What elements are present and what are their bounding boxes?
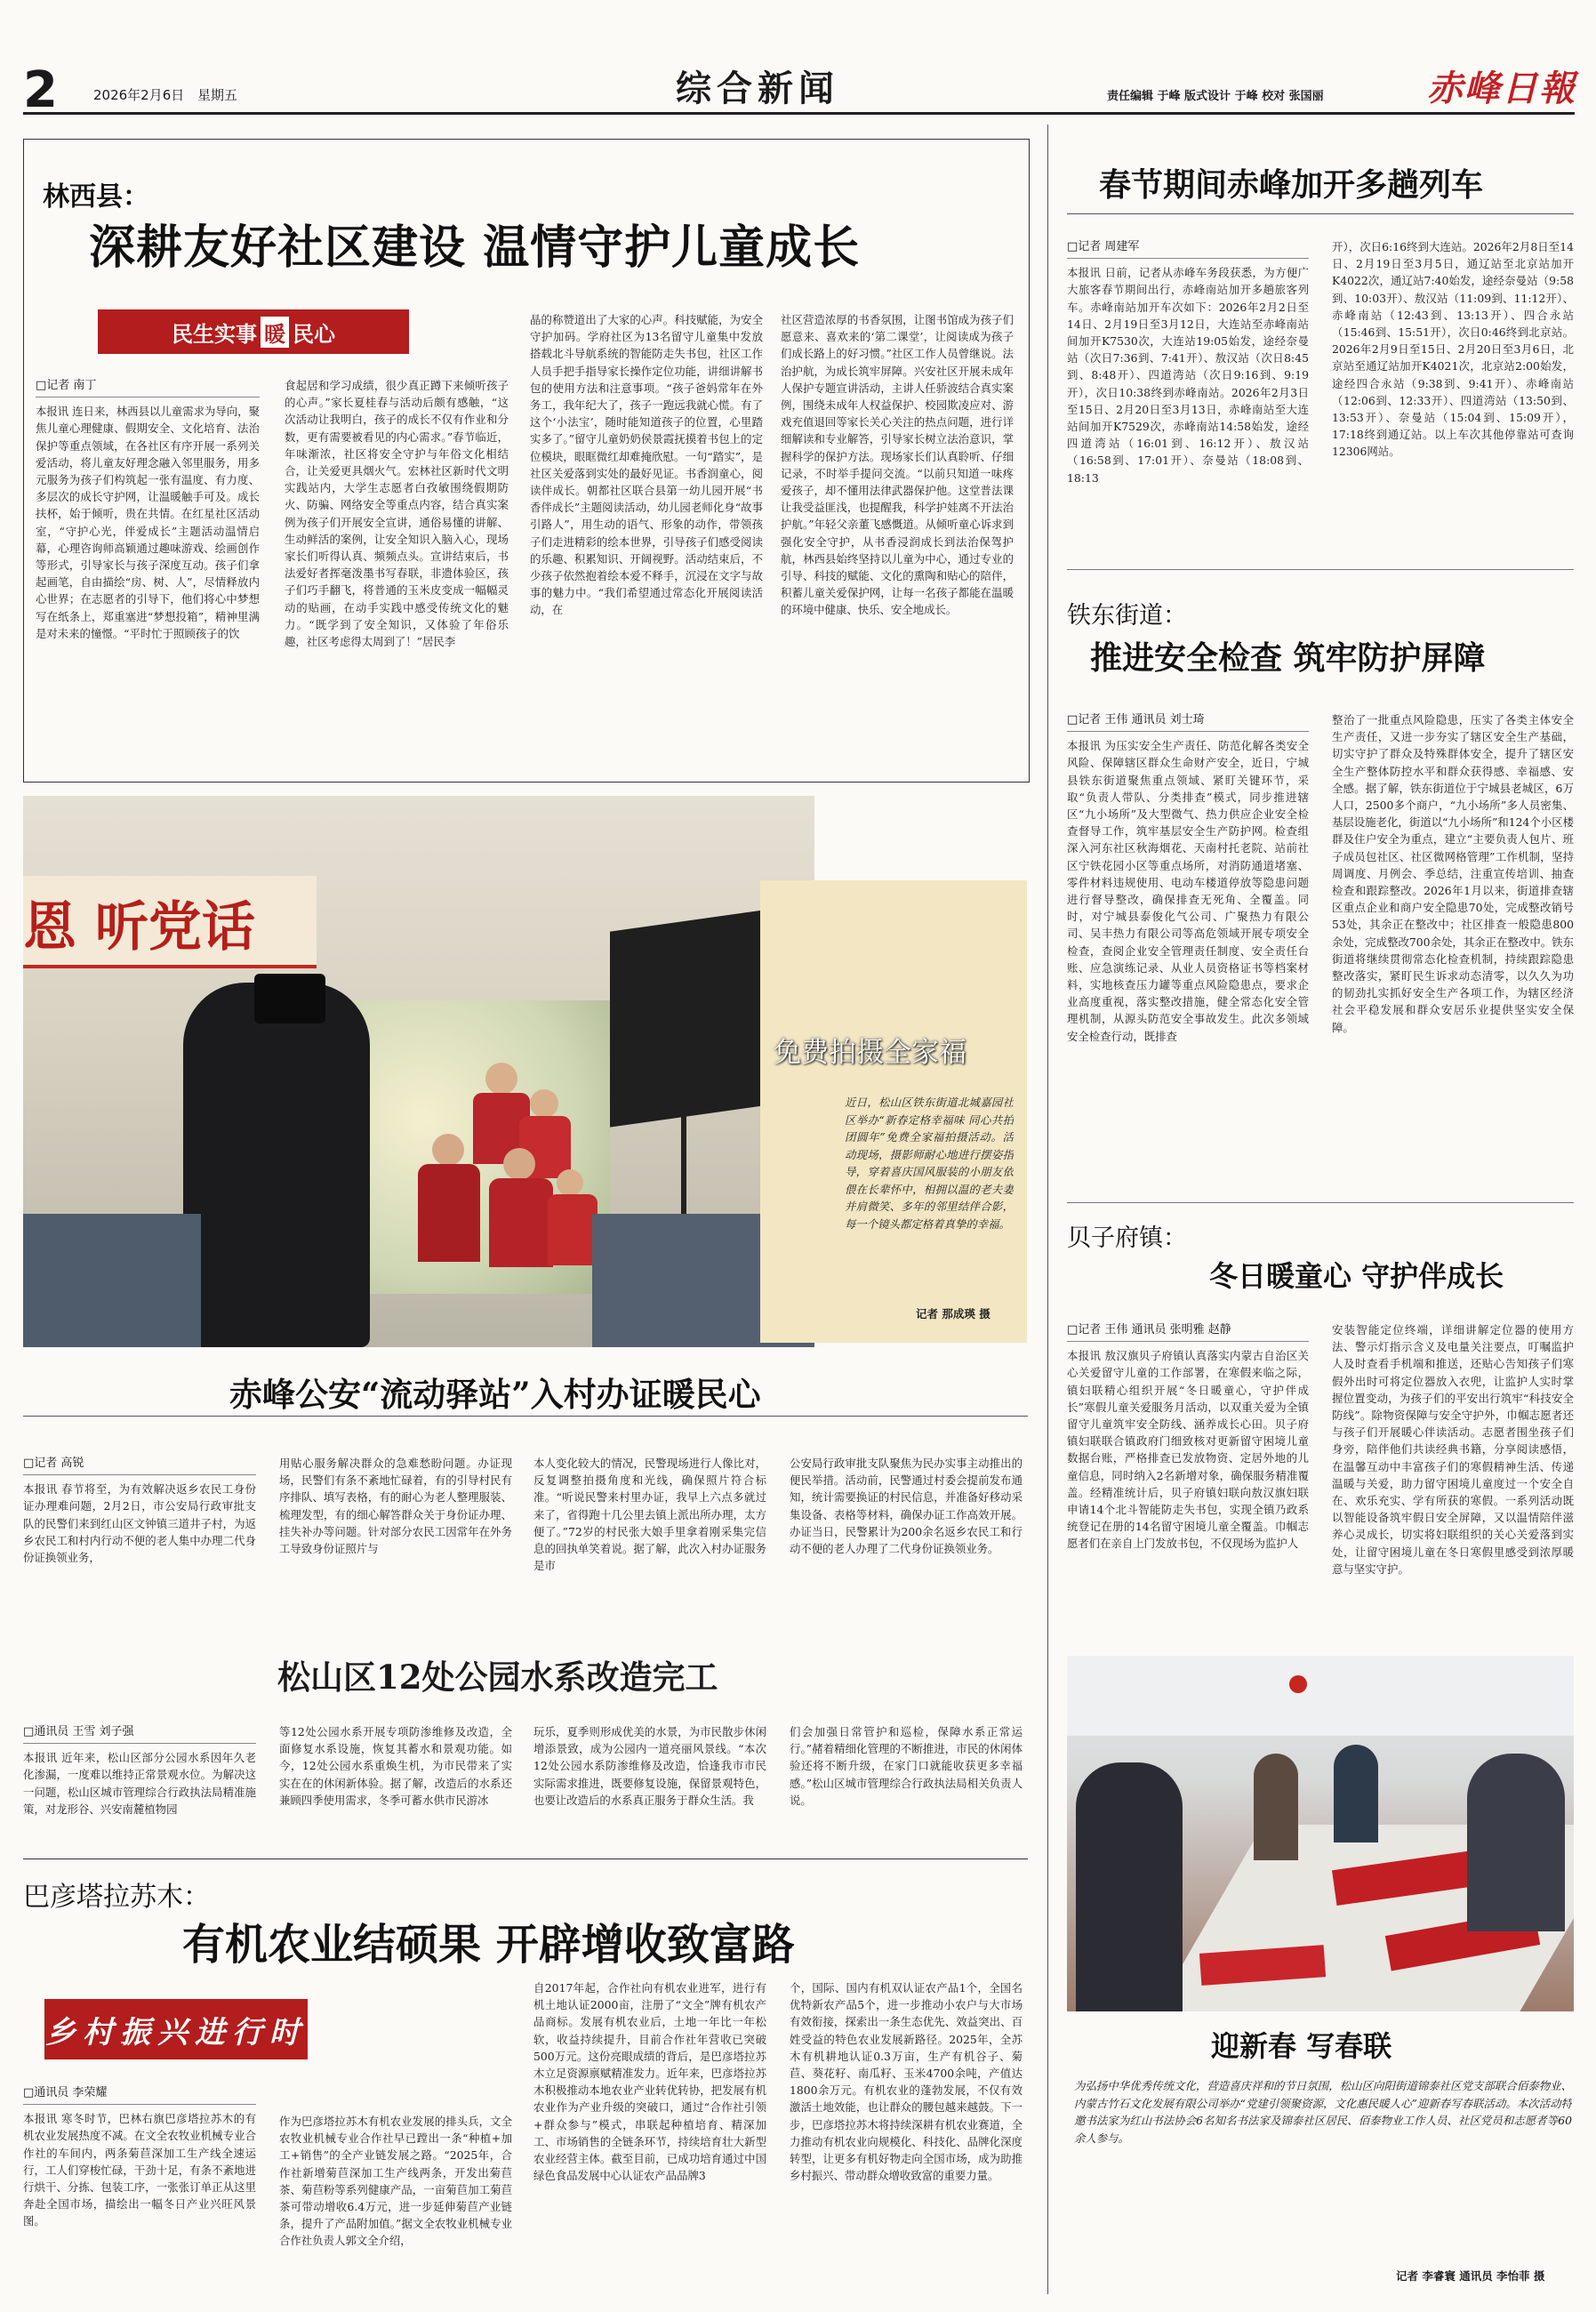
right-column-divider	[1047, 124, 1048, 2294]
organic-banner: 乡村振兴进行时	[44, 1999, 308, 2059]
calligraphy-photo	[1067, 1656, 1574, 2011]
story1-col2: 食起居和学习成绩，很少真正蹲下来倾听孩子的心声。”家长夏桂春与活动后颇有感触，“这次活动让我明白，孩子的成长不仅有作业和分数，更有需要被看见的内心需求。”春节临近，年味渐浓，社区将安全守护与年俗文化相结合，让关爱更具烟火气。宏林社区新时代文明实践站内，大学生志愿者白孜敏围绕假期防火、防骗、网络安全等重点内容，结合真实案例为孩子们开展安全宣讲，通俗易懂的讲解、生动鲜活的案例，让安全知识入脑入心，现场家长们听得认真、频频点头。宣讲结束后，书法爱好者挥毫泼墨书写春联，非遗体验区，孩子们巧手翻飞，将普通的玉米皮变成一幅幅灵动的贴画，在动手实践中感受传统文化的魅力。“既学到了安全知识，又体验了年俗乐趣，社区考虑得太周到了！”居民李	[285, 379, 509, 649]
paper-logo: 赤峰日報	[1427, 68, 1576, 109]
beizifu-col1-text: 本报讯 敖汉旗贝子府镇认真落实内蒙古自治区关心关爱留守儿童的工作部署，在寒假来临之际，镇妇联精心组织开展“冬日暖童心，守护伴成长”寒假儿童关爱服务月活动，以双重关爱为全镇留守儿童筑牢安全防线、涵养成长心田。贝子府镇妇联联合镇政府门细致核对更新留守困境儿童数据台账，严格排查已发放物资、定居外地的儿童信息，同时纳入2名新增对象，确保服务精准覆盖。经精准统计后，贝子府镇妇联向敖汉旗妇联申请14个北斗智能防走失书包，实现全镇乃政系统登记在册的14名留守困境儿童全覆盖。巾帼志愿者们在亲自上门发放书包，不仅现场为监护人	[1067, 1349, 1309, 1551]
beizifu-byline: □记者 王伟 通讯员 张明雅 赵静	[1067, 1321, 1309, 1342]
story1-col3: 晶的称赞道出了大家的心声。科技赋能，为安全守护加码。学府社区为13名留守儿童集中发放搭载北斗导航系统的智能防走失书包，社区工作人员手把手指导家长操作定位功能，讲细讲解书包的使用方法和注意事项。“孩子爸妈常年在外务工，我年纪大了，孩子一跑远我就心慌。有了这个‘小法宝’，随时能知道孩子的位置，心里踏实多了。”留守儿童奶奶侯景霞抚摸着书包上的定位模块，眼眶微红却难掩欣慰。一句“踏实”，是社区关爱落到实处的最好见证。书香润童心，阅读伴成长。朝都社区联合县第一幼儿园开展“书香伴成长”主题阅读活动，幼儿园老师化身“故事引路人”，用生动的语气、形象的动作，带领孩子们走进精彩的绘本世界，引导孩子们感受阅读的乐趣、积累知识、开阔视野。活动结束后，不少孩子依然抱着绘本爱不释手，沉浸在文字与故事的魅力中。“我们希望通过常态化开展阅读活动，在	[530, 313, 763, 617]
story1-banner	[98, 309, 409, 354]
family-photo	[23, 796, 814, 1347]
tiedong-bottom-rule	[1067, 1202, 1574, 1203]
photographer	[183, 983, 370, 1347]
park-col2: 等12处公园水系开展专项防渗维修及改造，全面修复水系设施，恢复其蓄水和景观功能。如今，12处公园水系重焕生机，为市民带来了实实在在的休闲新体验。据了解，改造后的水系还兼顾四季使用需求，冬季可蓄水供市民游冰	[279, 1725, 512, 1807]
calligrapher-right	[1467, 1754, 1565, 1931]
beizifu-headline: 冬日暖童心 守护伴成长	[1209, 1259, 1504, 1293]
story1-headline: 深耕友好社区建设 温情守护儿童成长	[89, 221, 861, 275]
banner-left-text: 民生实事	[172, 321, 257, 347]
calligraphy-title: 迎新春 写春联	[1211, 2029, 1392, 2063]
weekday-text: 星期五	[197, 87, 238, 103]
police-byline: □记者 高锐	[23, 1455, 256, 1475]
park-headline: 松山区12处公园水系改造完工	[277, 1658, 718, 1697]
park-col4: 们会加强日常管护和巡检，保障水系正常运行。”赭着精细化管理的不断推进，市民的休闲体验还将不断升级，在家门口就能收获更多幸福感。”松山区城市管理综合行政执法局相关负责人说。	[790, 1725, 1023, 1807]
feature-title: 免费拍摄全家福	[774, 1037, 966, 1069]
wall-banner	[23, 876, 317, 968]
banner-highlight: 暖	[261, 317, 289, 348]
calligraphy-caption-text: 为弘扬中华优秀传统文化，营造喜庆祥和的节日氛围，松山区向阳街道锦泰社区党支部联合佰泰物业、内蒙古竹石文化发展有限公司举办“党建引领聚资源，文化惠民暖人心”迎新春写春联活动。本次活动特邀书法家为红山书法协会6名知名书法家及锦泰社区居民、佰泰物业工作人员、社区党员和志愿者等60余人参与。	[1074, 2079, 1572, 2145]
organic-headline: 有机农业结硕果 开辟增收致富路	[182, 1920, 795, 1970]
police-col1	[23, 1455, 256, 1579]
beizifu-col2: 安装智能定位终端，详细讲解定位器的使用方法、警示灯指示含义及电量关注要点，叮嘱监护人及时查看手机端和推送，还贴心告知孩子们寒假外出时可将定位器放入衣兜，让监护人实时掌握位置变动，为孩子们的平安出行筑牢“科技安全防线”。除物资保障与安全守护外，巾帼志愿者还与孩子们开展暖心伴读活动。志愿者围坐孩子们身旁，陪伴他们共读经典书籍，分享阅读感悟，在温馨互动中丰富孩子们的寒假精神生活、传递温暖与关爱，助力留守困境儿童度过一个安全自在、欢乐充实、学有所获的寒假。一系列活动既以智能设备筑牢假日安全屏障，又以温情陪伴滋养心灵成长，切实将妇联组织的关心关爱落到实处，让留守困境儿童在冬日寒假里感受到浓厚暖意与坚实守护。	[1332, 1323, 1574, 1576]
feature-caption-text: 近日，松山区铁东街道北城嘉园社区举办“新春定格幸福味 同心共拍团圆年”免费全家福拍摄活动。活动现场，摄影师耐心地进行摆姿指导，穿着喜庆国风服装的小朋友依偎在长辈怀中，相拥以温的老夫妻并肩微笑、多年的邻里结伴合影，每一个镜头都定格着真挚的幸福。	[845, 1096, 1014, 1231]
softbox	[610, 909, 770, 1127]
tiedong-col1-text: 本报讯 为压实安全生产责任、防范化解各类安全风险、保障辖区群众生命财产安全，近日，宁城县铁东街道聚焦重点领域、紧盯关键环节，采取“负责人带队、分类排查”模式，同步推进辖区“九小场所”及大型微气、热力供应企业安全检查督导工作，筑牢基层安全生产防护网。检查组深入河东社区秋海烟花、天南村托老院、站前社区宁铁花园小区等重点场所，对消防通道堵塞、零件材料违规使用、电动车楼道停放等隐患问题进行督导整改，确保排查无死角、全覆盖。同时，对宁城县泰俊化气公司、广聚热力有限公司、吴丰热力有限公司等高危领域开展专项安全检查，查阅企业安全管理责任制度、安全责任台账、应急演练记录、从业人员资格证书等档案材料，实地核查压力罐等重点风险隐患点，要求企业高度重视，落实整改措施，健全常态化安全管理机制，从源头防范安全事故发生。此次多领域安全检查行动，既排查	[1067, 739, 1309, 1043]
story1-col1	[36, 377, 260, 768]
train-col2: 开），次日6:16终到大连站。2026年2月8日至14日、2月19日至3月5日，通辽站至北京站加开K4022次，通辽站7:40始发，途经奈曼站（9:58到、10:03开）、敖汉站（11:09到、11:12开）、赤峰南站（12:43到、13:13开）、四合永站（15:46到、15:51开），次日0:46终到北京站。2026年2月9日至15日、2月20日至3月6日，北京站至通辽站加开K4021次，北京站2:00始发，途经四合永站（9:38到、9:41开）、赤峰南站（12:06到、12:33开）、四道湾站（13:50到、13:53开）、奈曼站（15:04到、15:09开），17:18终到通辽站。以上车次其他停靠站可查询12306网站。	[1332, 240, 1574, 459]
organic-byline: □通讯员 李荣耀	[23, 2084, 256, 2105]
tiedong-kicker: 铁东街道：	[1067, 602, 1187, 630]
masthead-rule	[23, 112, 1575, 115]
organic-col1-text: 本报讯 寒冬时节，巴林右旗巴彦塔拉苏木的有机农业发展热度不减。在文全农牧业机械专业合作社的车间内，两条菊苣深加工生产线全速运行，工人们穿梭忙碌，干劲十足，有条不紊地进行烘干、分拣、包装工序，一张张订单正从这里奔赴全国市场，描绘出一幅冬日产业兴旺风景图。	[23, 2112, 256, 2228]
police-col2: 用贴心服务解决群众的急难愁盼问题。办证现场，民警们有条不紊地忙碌着，有的引导村民有序排队、填写表格，有的耐心为老人整理服装、梳理发型，有的细心解答群众关于身份证办理、挂失补办等问题。针对部分农民工因常年在外务工导致身份证照片与	[279, 1457, 512, 1556]
police-col3: 本人变化较大的情况，民警现场进行人像比对，反复调整拍摄角度和光线，确保照片符合标准。“听说民警来村里办证，我早上六点多就过来了，省得跑十几公里去镇上派出所办理，太方便了。”72岁的村民张大娘手里拿着刚采集完信息的回执单笑着说。据了解，此次入村办证服务是市	[533, 1457, 766, 1573]
park-rule	[23, 1858, 1028, 1859]
date-text: 2026年2月6日	[93, 87, 185, 103]
train-col1	[1067, 238, 1309, 558]
wall-banner-text: 恩 听党话	[23, 896, 255, 959]
train-col1-text: 本报讯 日前，记者从赤峰车务段获悉，为方便广大旅客春节期间出行，赤峰南站加开多趟旅客列车。赤峰南站加开车次如下：2026年2月2日至14日、2月19日至3月12日，大连站至赤峰南站间加开K7530次，大连站19:05始发，途经奈曼站（次日7:36到、7:41开）、敖汉站（次日8:45到、8:48开）、四道湾站（次日9:16到、9:19开），次日10:38终到赤峰南站。2026年2月3日至15日、2月20日至3月13日，赤峰南站至大连站间加开K7529次，赤峰南站14:58始发，途经四道湾站（16:01到、16:12开）、敖汉站（16:58到、17:01开）、奈曼站（18:08到、18:13	[1067, 266, 1309, 485]
police-col4: 公安局行政审批支队聚焦为民办实事主动推出的便民举措。活动前，民警通过村委会提前发布通知，统计需要换证的村民信息，并准备好移动采集设备、表格等材料，确保办证工作高效开展。办证当日，民警累计为200余名返乡农民工和行动不便的老人办理了二代身份证换领业务。	[790, 1457, 1023, 1556]
train-rule	[1067, 213, 1574, 214]
organic-col3: 自2017年起，合作社向有机农业进军，进行有机土地认证2000亩，注册了“文全”牌有机农产品商标。发展有机农业后，土地一年比一年松软，收益持续提升，目前合作社年营收已突破500万元。这份亮眼成绩的背后，是巴彦塔拉苏木立足资源禀赋精准发力。近年来，巴彦塔拉苏木积极推动本地农业产业转优转协，把发展有机农业作为产业升级的突破口，通过“合作社引领+群众参与”模式，串联起种植培育、精深加工、市场销售的全链条环节，持续培育壮大新型农业经营主体。截至目前，已成功培育通过中国绿色食品发展中心认证农产品品牌3	[533, 1981, 766, 2183]
story1-col4: 社区营造浓厚的书香氛围，让图书馆成为孩子们愿意来、喜欢来的‘第二课堂’，让阅读成为孩子们成长路上的好习惯。”社区工作人员曾继说。法治护航，为成长筑牢屏障。兴安社区开展未成年人保护专题宣讲活动，主讲人任骄波结合真实案例，围绕未成年人权益保护、校园欺凌应对、游戏充值退回等家长关心关注的热点问题，进行详细解读和专业解答，引导家长树立法治意识，掌握科学的保护方法。现场家长们认真聆听、仔细记录，不时举手提问交流。“以前只知道一味疼爱孩子，却不懂用法律武器保护他。这堂普法课让我受益匪浅，也提醒我，科学护娃离不开法治护航。”年轻父亲董飞感慨道。从倾听童心诉求到强化安全守护，从书香浸润成长到法治保驾护航，林西县始终坚持以儿童为中心，通过专业的引导、科技的赋能、文化的熏陶和贴心的陪伴，积蓄儿童关爱保护网，让每一名孩子都能在温暖的环境中健康、快乐、安全地成长。	[781, 313, 1014, 617]
party-emblem	[1289, 1675, 1307, 1693]
train-byline: □记者 周建军	[1067, 238, 1309, 259]
story1-col1-text: 本报讯 连日来，林西县以儿童需求为导向，聚焦儿童心理健康、假期安全、文化培育、法治保护等重点领域，在各社区有序开展一系列关爱活动，将儿童友好理念融入邻里服务，用多元服务为孩子们构筑起一张有温度、有力度、多层次的成长守护网，让温暖触手可及。成长扶杯，始于倾听，贵在共情。在红星社区活动室，“守护心光，伴爱成长”主题活动温情启幕，心理咨询师高颖通过趣味游戏、绘画创作等形式，引导家长与孩子深度互动。孩子们拿起画笔，自由描绘“房、树、人”，尽情释放内心世界；在志愿者的引导下，他们将心中梦想写在纸条上，郑重塞进“梦想投箱”，精神里满是对未来的憧憬。“平时忙于照顾孩子的饮	[36, 405, 260, 640]
organic-kicker: 巴彦塔拉苏木：	[23, 1882, 210, 1913]
train-bottom-rule	[1067, 569, 1574, 570]
organic-col2: 作为巴彦塔拉苏木有机农业发展的排头兵，文全农牧业机械专业合作社早已蹚出一条“种植+加工+销售”的全产业链发展之路。“2025年，合作社新增菊苣深加工生产线两条，开发出菊苣茶、菊苣粉等系列健康产品，一亩菊苣加工菊苣茶可带动增收6.4万元，进一步延伸菊苣产业链条，提升了产品附加值。”据文全农牧业机械专业合作社负责人郭文全介绍，	[279, 2115, 512, 2248]
beizifu-kicker: 贝子府镇：	[1067, 1224, 1187, 1252]
beizifu-col1	[1067, 1321, 1309, 1636]
train-headline: 春节期间赤峰加开多趟列车	[1099, 167, 1484, 204]
feature-credit: 记者 那成瑛 摄	[916, 1307, 990, 1321]
section-title: 综合新闻	[676, 68, 839, 109]
calligraphy-caption	[1074, 2077, 1572, 2255]
page-number: 2	[23, 61, 58, 119]
park-byline: □通讯员 王雪 刘子强	[23, 1723, 256, 1744]
calligraphy-credit: 记者 李睿寰 通讯员 李怡菲 摄	[1396, 2269, 1545, 2283]
organic-col4: 个，国际、国内有机双认证农产品1个，全国名优特新农产品5个，进一步推动小农户与大市场有效衔接，探索出一条生态优先、效益突出、百姓受益的特色农业发展新路径。2025年，全苏木有机耕地认证0.3万亩，生产有机谷子、菊苣、葵花籽、南瓜籽、玉米4700余吨，产值达1800余万元。有机农业的蓬勃发展，不仅有效激活土地效能，也让群众的腰包越来越鼓。下一步，巴彦塔拉苏木将持续深耕有机农业赛道，全力推动有机农业向规模化、科技化、品牌化深度转型，让更多有机好物走向全国市场，成为助推乡村振兴、带动群众增收致富的重要力量。	[790, 1981, 1023, 2183]
police-headline: 赤峰公安“流动驿站”入村办证暖民心	[229, 1375, 761, 1414]
editor-credits: 责任编辑 于峰 版式设计 于峰 校对 张国丽	[1107, 90, 1324, 103]
story1-kicker: 林西县：	[43, 181, 149, 213]
park-col1-text: 本报讯 近年来，松山区部分公园水系因年久老化渗漏，一度难以维持正常景观水位。为解决这一问题，松山区城市管理综合行政执法局精准施策，对龙形谷、兴安南麓植物园	[23, 1751, 256, 1816]
feature-caption	[845, 1094, 1014, 1298]
camera	[254, 974, 325, 1024]
police-col1-text: 本报讯 春节将至，为有效解决返乡农民工身份证办理难问题，2月2日，市公安局行政审批支队的民警们来到红山区文钟镇三道井子村，为返乡农民工和村内行动不便的老人集中办理二代身份证换领业务，	[23, 1482, 256, 1565]
organic-col1	[23, 2084, 256, 2294]
tiedong-col1	[1067, 711, 1309, 1192]
story1-byline: □记者 南丁	[36, 377, 260, 397]
calligrapher-left	[1076, 1762, 1183, 2011]
park-col3: 玩乐，夏季则形成优美的水景，为市民散步休闲增添景致，成为公园内一道亮丽风景线。“本次12处公园水系防渗维修及改造，恰逢我市市民实际需求推进，既要修复设施，保留景观特色，也要让改造后的水系真正服务于群众生活。我	[533, 1725, 766, 1807]
issue-date	[93, 85, 237, 104]
banner-right-text: 民心	[293, 321, 335, 347]
police-rule	[23, 1416, 1028, 1417]
tiedong-headline: 推进安全检查 筑牢防护屏障	[1090, 640, 1486, 677]
tiedong-col2: 整治了一批重点风险隐患，压实了各类主体安全生产责任，又进一步夯实了辖区安全生产基础，切实守护了群众及特殊群体安全，提升了辖区安全生产整体防控水平和群众获得感、幸福感、安全感。据了解，铁东街道位于宁城县老城区，6万人口，2500多个商户，“九小场所”多人员密集、基层设施老化，街道以“九小场所”和124个小区楼群及住户安全为重点，建立“主要负责人包片、班子成员包社区、社区微网格管理”工作机制，坚持周调度、月例会、季总结，注重宣传培训、抽查检查和跟踪整改。2026年1月以来，街道排查辖区重点企业和商户安全隐患70处，完成整改销号53处，其余正在整改中；社区排查一般隐患800余处，完成整改700余处，其余正在整改中。铁东街道将继续贯彻常态化检查机制，持续跟踪隐患整改落实，紧盯民生诉求动态清零，以久久为功的韧劲扎实抓好安全生产各项工作，为辖区经济社会平稳发展和群众安居乐业提供坚实安全保障。	[1332, 713, 1574, 1034]
tiedong-byline: □记者 王伟 通讯员 刘士琦	[1067, 711, 1309, 732]
park-col1	[23, 1723, 256, 1842]
